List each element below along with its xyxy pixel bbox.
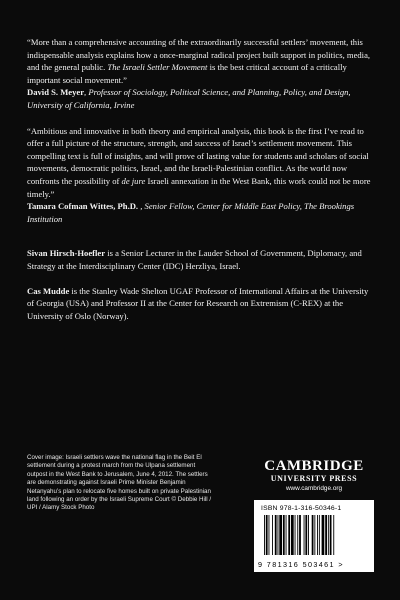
- isbn-label: ISBN 978-1-316-50346-1: [261, 505, 342, 512]
- barcode-bar: [330, 515, 332, 555]
- barcode-icon: [264, 515, 364, 555]
- barcode-bar: [295, 515, 296, 555]
- barcode-bar: [305, 515, 307, 555]
- barcode-number: 9 781316 503461 >: [258, 560, 344, 569]
- barcode-bar: [319, 515, 320, 555]
- barcode-bar: [278, 515, 279, 555]
- barcode-bar: [283, 515, 285, 555]
- endorsement-1-attribution: [27, 86, 372, 111]
- barcode-bar: [291, 515, 294, 555]
- publisher-logo: [254, 458, 374, 494]
- barcode-bar: [299, 515, 301, 555]
- barcode-bar: [308, 515, 309, 555]
- author-name: Sivan Hirsch-Hoefler: [27, 248, 106, 259]
- barcode-panel: [254, 500, 374, 572]
- author-bio-text: is the Stanley Wade Shelton UGAF Professor of International Affairs at the University of Georgia (USA) and Professor II at the Center for Research on Extremism (C-REX) at the University of Oslo (Norway).: [27, 285, 369, 321]
- endorser-affiliation: , Senior Fellow, Center for Middle East Policy, The Brookings Institution: [27, 201, 355, 224]
- back-cover-text: [27, 36, 372, 322]
- endorsement-2-attribution: [27, 200, 372, 225]
- barcode-bar: [264, 515, 265, 555]
- barcode-bar: [312, 515, 314, 555]
- barcode-bar: [272, 515, 273, 555]
- barcode-bar: [266, 515, 268, 555]
- barcode-bar: [314, 515, 315, 555]
- publisher-url: www.cambridge.org: [285, 485, 343, 492]
- endorsement-2: [27, 125, 372, 226]
- barcode-bar: [269, 515, 270, 555]
- barcode-bar: [333, 515, 334, 555]
- author-name: Cas Mudde: [27, 285, 70, 296]
- author-bio-1: [27, 247, 372, 272]
- endorsement-2-text: “Ambitious and innovative in both theory and empirical analysis, this book is the first I’ve read to offer a full picture of the structure, strength, and success of Israel’s settlement movement. This compelling text is full of insights, and will prove of lasting value for students and scholars of social movements, democratic politics, Israel, and the Israeli-Palestinian conflict. As the world now confronts the possibility of de jure Israeli annexation in the West Bank, this work could not be more timely.”: [27, 125, 371, 199]
- endorser-affiliation: , Professor of Sociology, Political Science, and Planning, Policy, and Design, University of California, Irvine: [27, 87, 351, 110]
- publisher-subtitle: UNIVERSITY PRESS: [270, 474, 358, 483]
- author-bio-text: is a Senior Lecturer in the Lauder School of Government, Diplomacy, and Strategy at the Interdisciplinary Center (IDC) Herzliya, Israel.: [27, 248, 362, 271]
- barcode-bar: [317, 515, 318, 555]
- author-bio-2: [27, 285, 372, 323]
- barcode-bar: [286, 515, 287, 555]
- endorser-name: David S. Meyer: [27, 87, 85, 98]
- publisher-name: CAMBRIDGE: [264, 458, 364, 474]
- endorser-name: Tamara Cofman Wittes, Ph.D.: [27, 201, 139, 212]
- barcode-bar: [328, 515, 329, 555]
- barcode-bar: [297, 515, 298, 555]
- cover-image-credit: Cover image: Israeli settlers wave the national flag in the Beit El settlement during a protest march from the Ulpana settlement outpost in the West Bank to Jerusalem, June 4, 2012. The settlers are demonstrating against Israeli Prime Minister Benjamin Netanyahu’s plan to relocate five homes built on private Palestinian land following an order by the Israeli Supreme Court © Debbie Hill / UPI / Alamy Stock Photo: [27, 454, 212, 512]
- barcode-bar: [304, 515, 305, 555]
- barcode-bar: [279, 515, 282, 555]
- barcode-bar: [325, 515, 327, 555]
- barcode-bar: [275, 515, 277, 555]
- endorsement-1: [27, 36, 372, 112]
- barcode-bar: [288, 515, 290, 555]
- barcode-bar: [322, 515, 325, 555]
- endorsement-1-text: “More than a comprehensive accounting of the extraordinarily successful settlers’ movement, this indispensable analysis explains how a once-marginal radical project built support in politics, media, and the general public. The Israeli Settler Movement is the best critical account of a critically important social movement.”: [27, 37, 371, 85]
